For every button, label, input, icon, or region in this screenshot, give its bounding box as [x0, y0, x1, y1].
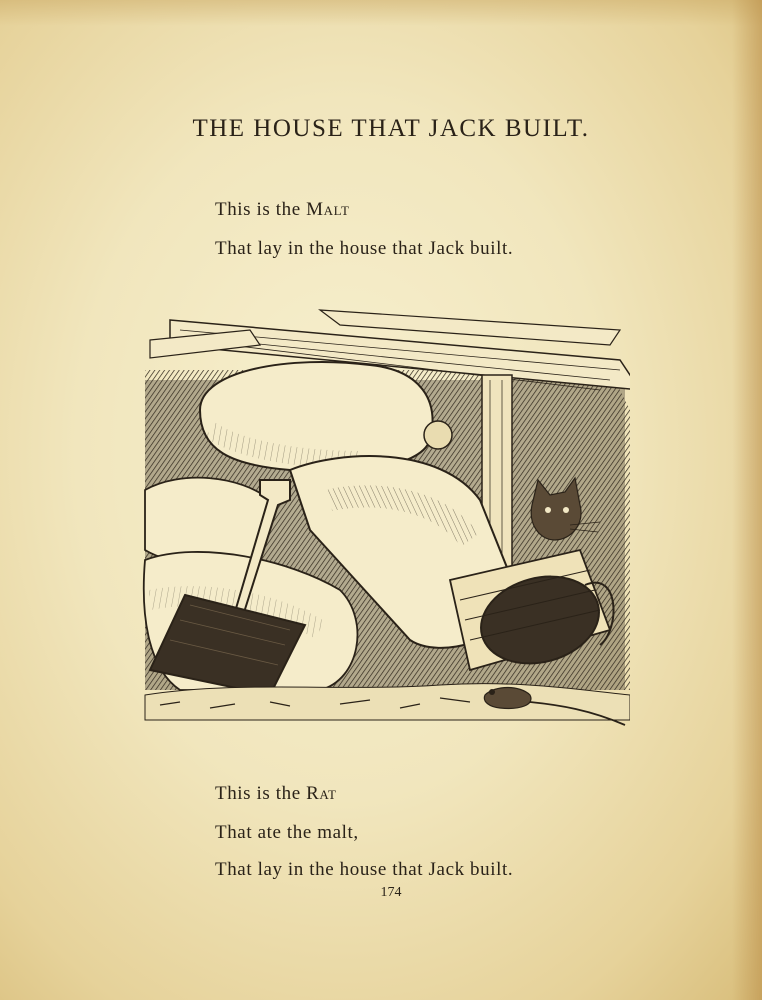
roof-beam-left	[150, 330, 260, 358]
page-edge-shadow-right	[732, 0, 762, 1000]
cat-eye-right	[563, 507, 569, 513]
page-edge-shadow-top	[0, 0, 762, 26]
stanza1-line2: That lay in the house that Jack built.	[215, 238, 514, 259]
stanza2-line1-prefix: This is the	[215, 783, 307, 804]
stanza1-line1	[215, 199, 350, 221]
stanza2-line3: That lay in the house that Jack built.	[215, 859, 514, 880]
spilled-malt-ground	[145, 684, 630, 720]
stanza2-line1	[215, 783, 337, 805]
page-number: 174	[380, 885, 402, 900]
malt-and-rat-illustration	[140, 300, 630, 740]
stanza1-emphasis-word: Malt	[306, 199, 350, 220]
stanza2-line2: That ate the malt,	[215, 822, 359, 843]
sack-tie-knot	[424, 421, 452, 449]
stanza2-emphasis-word: Rat	[306, 783, 337, 804]
rat-ear	[489, 689, 495, 695]
page-title: THE HOUSE THAT JACK BUILT.	[192, 115, 590, 142]
cat-eye-left	[545, 507, 551, 513]
stanza1-line1-prefix: This is the	[215, 199, 307, 220]
